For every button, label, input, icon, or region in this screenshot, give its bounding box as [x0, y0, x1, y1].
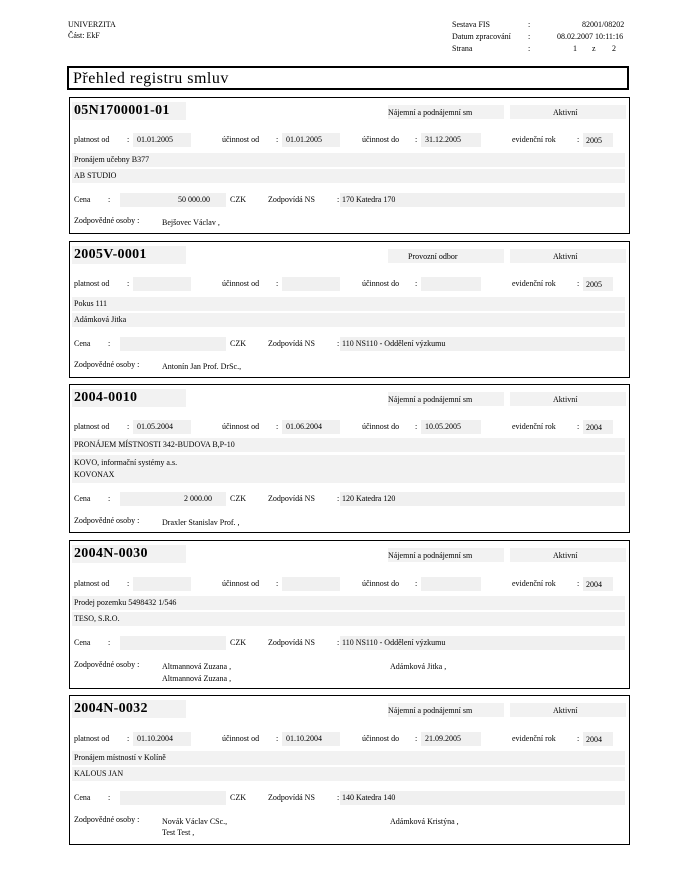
- label-platnost-od: platnost od: [74, 579, 110, 588]
- ns-value: 140 Katedra 140: [342, 793, 396, 802]
- contract-number: 2004N-0030: [74, 546, 148, 561]
- ucinnost-do-value: 10.05.2005: [425, 422, 461, 431]
- contract-number: 2004N-0032: [74, 701, 148, 716]
- rok-value: 2005: [586, 280, 602, 289]
- colon: :: [108, 793, 111, 802]
- contract-type: Provozní odbor: [408, 252, 458, 261]
- rok-value: 2004: [586, 423, 602, 432]
- label-zodpovida-ns: Zodpovídá NS: [268, 339, 315, 348]
- colon: :: [577, 422, 580, 431]
- colon: :: [127, 135, 130, 144]
- currency: CZK: [230, 793, 246, 802]
- report-colon: :: [528, 20, 531, 29]
- responsible-person: Novák Václav CSc.,: [162, 817, 228, 826]
- label-ucinnost-od: účinnost od: [222, 579, 260, 588]
- contract-partner: KALOUS JAN: [74, 769, 124, 778]
- contract-status: Aktivní: [553, 108, 578, 117]
- colon: :: [415, 579, 418, 588]
- colon: :: [108, 638, 111, 647]
- label-zodpovida-ns: Zodpovídá NS: [268, 494, 315, 503]
- org-part: Část: EkF: [68, 31, 100, 40]
- label-evidencni-rok: evidenční rok: [512, 135, 556, 144]
- label-evidencni-rok: evidenční rok: [512, 422, 556, 431]
- ns-value: 170 Katedra 170: [342, 195, 396, 204]
- responsible-person: Adámková Jitka ,: [390, 662, 447, 671]
- label-platnost-od: platnost od: [74, 422, 110, 431]
- page-total: 2: [612, 44, 616, 53]
- label-evidencni-rok: evidenční rok: [512, 734, 556, 743]
- colon: :: [108, 195, 111, 204]
- contract-card: [69, 241, 630, 378]
- ucinnost-od-value: 01.10.2004: [286, 734, 322, 743]
- label-ucinnost-od: účinnost od: [222, 279, 260, 288]
- contract-partner-alt: KOVONAX: [74, 470, 115, 479]
- contract-card: [69, 540, 630, 689]
- contract-card: [69, 97, 630, 234]
- page-label: Strana: [452, 44, 473, 53]
- contract-card: [69, 695, 630, 845]
- ucinnost-od-value: 01.06.2004: [286, 422, 322, 431]
- responsible-person: Test Test ,: [162, 828, 195, 837]
- label-cena: Cena: [74, 638, 91, 647]
- colon: :: [127, 279, 130, 288]
- contract-number: 2004-0010: [74, 390, 138, 405]
- cena-value: 50 000.00: [178, 195, 210, 204]
- label-evidencni-rok: evidenční rok: [512, 579, 556, 588]
- colon: :: [127, 579, 130, 588]
- currency: CZK: [230, 638, 246, 647]
- label-ucinnost-od: účinnost od: [222, 734, 260, 743]
- contract-partner: AB STUDIO: [74, 171, 117, 180]
- contract-number: 2005V-0001: [74, 247, 147, 262]
- label-zodpovida-ns: Zodpovídá NS: [268, 195, 315, 204]
- report-value: 82001/08202: [582, 20, 625, 29]
- label-ucinnost-do: účinnost do: [362, 422, 400, 431]
- page-current: 1: [573, 44, 577, 53]
- contract-partner: KOVO, informační systémy a.s.: [74, 458, 178, 467]
- label-cena: Cena: [74, 195, 91, 204]
- contract-subject: PRONÁJEM MÍSTNOSTI 342-BUDOVA B,P-10: [74, 440, 235, 449]
- colon: :: [415, 734, 418, 743]
- colon: :: [108, 339, 111, 348]
- colon: :: [415, 422, 418, 431]
- responsible-person: Bejšovec Václav ,: [162, 218, 220, 227]
- label-ucinnost-do: účinnost do: [362, 135, 400, 144]
- platnost-od-value: 01.01.2005: [137, 135, 173, 144]
- contract-card: [69, 384, 630, 533]
- colon: :: [108, 494, 111, 503]
- currency: CZK: [230, 494, 246, 503]
- ucinnost-od-value: 01.01.2005: [286, 135, 322, 144]
- contract-type: Nájemní a podnájemní sm: [388, 108, 473, 117]
- contract-status: Aktivní: [553, 551, 578, 560]
- colon: :: [127, 734, 130, 743]
- colon: :: [415, 135, 418, 144]
- colon: :: [337, 638, 340, 647]
- label-evidencni-rok: evidenční rok: [512, 279, 556, 288]
- page-colon: :: [528, 44, 531, 53]
- colon: :: [577, 734, 580, 743]
- contract-subject: Prodej pozemku 5498432 1/546: [74, 598, 177, 607]
- ns-value: 110 NS110 - Oddělení výzkumu: [342, 638, 446, 647]
- contract-subject: Pokus 111: [74, 299, 107, 308]
- report-title: Přehled registru smluv: [73, 70, 229, 87]
- responsible-person: Altmannová Zuzana ,: [162, 674, 232, 683]
- contract-type: Nájemní a podnájemní sm: [388, 706, 473, 715]
- rok-value: 2004: [586, 580, 602, 589]
- date-colon: :: [528, 32, 531, 41]
- contract-type: Nájemní a podnájemní sm: [388, 395, 473, 404]
- label-platnost-od: platnost od: [74, 279, 110, 288]
- contract-subject: Pronájem učebny B377: [74, 155, 150, 164]
- label-zodpovedne-osoby: Zodpovědné osoby :: [74, 660, 140, 669]
- contract-number: 05N1700001-01: [74, 103, 170, 118]
- responsible-person: Antonín Jan Prof. DrSc.,: [162, 362, 242, 371]
- rok-value: 2004: [586, 735, 602, 744]
- ns-value: 110 NS110 - Oddělení výzkumu: [342, 339, 446, 348]
- colon: :: [577, 135, 580, 144]
- label-zodpovedne-osoby: Zodpovědné osoby :: [74, 815, 140, 824]
- report-label: Sestava FIS: [452, 20, 490, 29]
- colon: :: [337, 793, 340, 802]
- colon: :: [577, 279, 580, 288]
- colon: :: [276, 734, 279, 743]
- contract-status: Aktivní: [553, 395, 578, 404]
- colon: :: [276, 279, 279, 288]
- contract-partner: TESO, S.R.O.: [74, 614, 120, 623]
- responsible-person: Altmannová Zuzana ,: [162, 662, 232, 671]
- colon: :: [415, 279, 418, 288]
- label-ucinnost-do: účinnost do: [362, 579, 400, 588]
- responsible-person: Adámková Kristýna ,: [390, 817, 459, 826]
- label-ucinnost-od: účinnost od: [222, 135, 260, 144]
- org-name: UNIVERZITA: [68, 20, 116, 29]
- colon: :: [276, 422, 279, 431]
- label-zodpovida-ns: Zodpovídá NS: [268, 793, 315, 802]
- ns-value: 120 Katedra 120: [342, 494, 396, 503]
- label-platnost-od: platnost od: [74, 734, 110, 743]
- date-value: 08.02.2007 10:11:16: [557, 32, 624, 41]
- label-cena: Cena: [74, 494, 91, 503]
- rok-value: 2005: [586, 136, 602, 145]
- contract-status: Aktivní: [553, 252, 578, 261]
- platnost-od-value: 01.10.2004: [137, 734, 173, 743]
- label-zodpovedne-osoby: Zodpovědné osoby :: [74, 516, 140, 525]
- colon: :: [276, 135, 279, 144]
- platnost-od-value: 01.05.2004: [137, 422, 173, 431]
- currency: CZK: [230, 339, 246, 348]
- contract-status: Aktivní: [553, 706, 578, 715]
- label-zodpovedne-osoby: Zodpovědné osoby :: [74, 216, 140, 225]
- contract-subject: Pronájem místností v Kolíně: [74, 753, 166, 762]
- colon: :: [276, 579, 279, 588]
- colon: :: [337, 195, 340, 204]
- label-zodpovida-ns: Zodpovídá NS: [268, 638, 315, 647]
- ucinnost-do-value: 31.12.2005: [425, 135, 461, 144]
- label-ucinnost-do: účinnost do: [362, 279, 400, 288]
- contract-partner: Adámková Jitka: [74, 315, 127, 324]
- label-cena: Cena: [74, 339, 91, 348]
- report-title-box: [67, 66, 629, 90]
- label-zodpovedne-osoby: Zodpovědné osoby :: [74, 360, 140, 369]
- label-cena: Cena: [74, 793, 91, 802]
- colon: :: [337, 494, 340, 503]
- ucinnost-do-value: 21.09.2005: [425, 734, 461, 743]
- date-label: Datum zpracování: [452, 32, 511, 41]
- contract-type: Nájemní a podnájemní sm: [388, 551, 473, 560]
- cena-value: 2 000.00: [184, 494, 212, 503]
- label-platnost-od: platnost od: [74, 135, 110, 144]
- label-ucinnost-od: účinnost od: [222, 422, 260, 431]
- colon: :: [127, 422, 130, 431]
- colon: :: [577, 579, 580, 588]
- responsible-person: Draxler Stanislav Prof. ,: [162, 518, 240, 527]
- colon: :: [337, 339, 340, 348]
- page-of: z: [592, 44, 596, 53]
- label-ucinnost-do: účinnost do: [362, 734, 400, 743]
- currency: CZK: [230, 195, 246, 204]
